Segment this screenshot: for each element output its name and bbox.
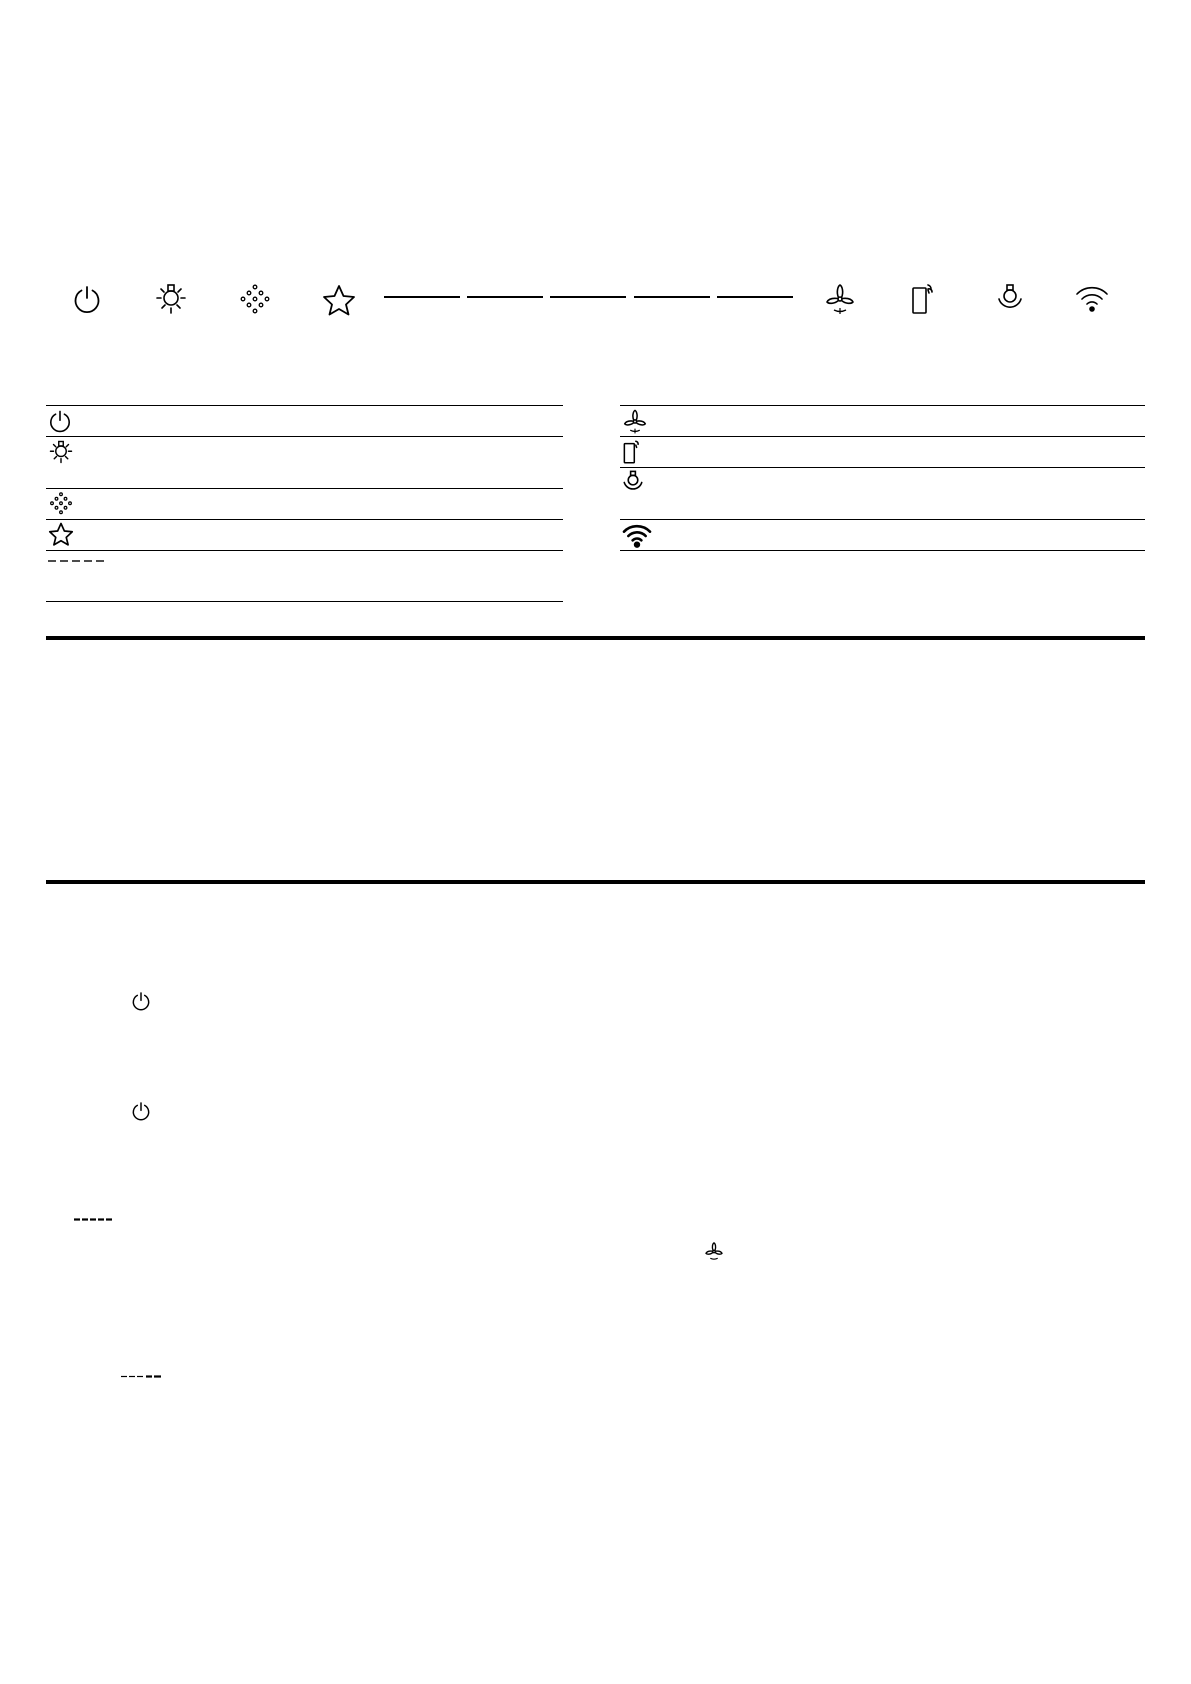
- hob-connect-icon[interactable]: [910, 282, 936, 316]
- fan-level-segment-4[interactable]: [634, 296, 710, 298]
- fan-level-dashes-icon: [74, 1217, 112, 1222]
- light-sensor-icon[interactable]: [994, 282, 1026, 316]
- power-icon: [48, 409, 72, 433]
- fan-level-segment-1[interactable]: [384, 296, 460, 298]
- wifi-icon[interactable]: [1075, 284, 1109, 314]
- power-icon: [131, 991, 151, 1011]
- fan-level-segment-5[interactable]: [717, 296, 793, 298]
- table-row-divider: [620, 467, 1145, 468]
- light-sensor-icon: [620, 469, 646, 496]
- power-icon: [131, 1101, 151, 1121]
- hob-connect-icon: [622, 439, 642, 465]
- light-icon[interactable]: [155, 282, 187, 316]
- power-icon[interactable]: [72, 284, 102, 314]
- wifi-icon: [622, 523, 652, 549]
- table-row-divider: [46, 601, 563, 602]
- ambient-light-icon[interactable]: [239, 284, 271, 316]
- light-icon: [49, 439, 73, 465]
- fan-level-dashes-icon: [48, 558, 104, 564]
- section-divider: [46, 880, 1145, 884]
- table-row-divider: [620, 550, 1145, 551]
- fan-level-segment-3[interactable]: [550, 296, 626, 298]
- table-row-divider: [620, 436, 1145, 437]
- ambient-light-icon: [49, 492, 73, 516]
- table-row-divider: [46, 550, 563, 551]
- favourite-star-icon: [48, 522, 74, 546]
- table-row-divider: [46, 488, 563, 489]
- section-divider: [46, 636, 1145, 640]
- fan-level-segment-2[interactable]: [467, 296, 543, 298]
- fan-icon[interactable]: [824, 282, 856, 316]
- table-row-divider: [620, 405, 1145, 406]
- table-row-divider: [46, 436, 563, 437]
- favourite-star-icon[interactable]: [322, 284, 356, 316]
- table-row-divider: [46, 405, 563, 406]
- fan-icon: [622, 408, 648, 435]
- fan-icon: [704, 1241, 724, 1262]
- fan-level-dashes-icon: [121, 1374, 161, 1379]
- table-row-divider: [620, 519, 1145, 520]
- table-row-divider: [46, 519, 563, 520]
